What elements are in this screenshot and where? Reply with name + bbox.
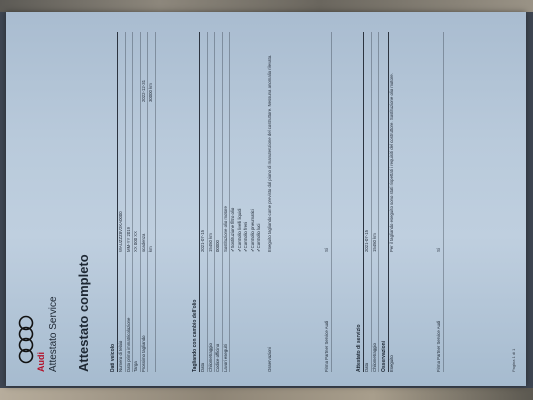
table-row — [372, 32, 380, 372]
row-label: Lavori eseguiti — [222, 344, 228, 372]
row-value: 15450 km — [371, 233, 377, 252]
check-item: ✓ Controllo livelli liquidi — [237, 32, 244, 252]
check-item: ✓ Controllo freni — [243, 32, 250, 252]
row-value: 2021-07-15 — [364, 230, 369, 252]
row-value: XX 000 XX — [133, 230, 138, 252]
row-label: Prossimo tagliando — [140, 335, 146, 372]
table-row — [133, 32, 141, 372]
row-value: 2021-07-15 — [200, 230, 205, 252]
table-row — [141, 32, 149, 372]
background-top — [0, 0, 533, 12]
table-row — [126, 32, 134, 372]
signature-row — [324, 32, 332, 372]
observation-note: Eseguito tagliando come previsto dal piano di manutenzione del costruttore. Nessuna anomalia rilevata. — [266, 54, 272, 252]
check-item: ✓ Controllo pneumatici — [250, 32, 257, 252]
row-label — [148, 252, 155, 372]
document-title: Attestato Service — [48, 296, 59, 372]
row-label: Targa — [133, 361, 138, 372]
row-value: MM-YY 2019 — [125, 227, 131, 252]
row-label: Data — [200, 362, 205, 372]
row-label: Chilometraggio — [207, 343, 213, 372]
table-row — [118, 32, 126, 372]
row-value-2: 2022-12-31 — [140, 80, 146, 102]
signature-row — [436, 32, 444, 372]
vehicle-header: Dati veicolo — [110, 32, 118, 372]
signature-section-1 — [324, 32, 332, 372]
background-bottom — [0, 388, 533, 400]
signature-value: Sì — [436, 247, 441, 252]
row-label: Data — [364, 362, 369, 372]
table-row — [208, 32, 216, 372]
document-sheet — [6, 12, 526, 386]
audi-rings-logo — [18, 314, 34, 364]
table-row — [223, 32, 231, 372]
row-value-2: 30000 km — [148, 83, 153, 102]
check-item: ✓ Controllo luci — [256, 32, 263, 252]
row-value: scadenza — [140, 233, 146, 252]
interval-section — [192, 32, 273, 372]
row-value: km — [148, 246, 153, 252]
check-item: ✓ Sostituzione filtro olio — [230, 32, 237, 252]
row-label: Osservazioni — [266, 347, 272, 372]
inspection-note: Per il tagliando eseguito sono stati rispettati i requisiti del costruttore. Sostituzione olio motore. — [389, 73, 394, 252]
main-title: Attestato completo — [76, 254, 91, 372]
inspection-sub-header: Osservazioni — [381, 32, 389, 372]
row-label: Data prima immatricolazione — [125, 317, 131, 372]
table-row — [267, 32, 274, 372]
row-value: 15450 km — [207, 233, 213, 252]
page-footer: Pagina 1 di 1 — [511, 348, 516, 372]
row-value: Sostituzione olio motore — [222, 206, 228, 252]
signature-value: Sì — [324, 247, 329, 252]
row-value: WAUZZZ8V2KA0000 — [118, 211, 123, 252]
signature-section-2 — [436, 32, 444, 372]
rotated-document — [6, 12, 526, 386]
row-value: 00000 — [215, 240, 220, 252]
row-label: Numero di telaio — [118, 340, 123, 372]
row-label: Eseguito — [389, 355, 394, 372]
interval-header: Tagliando con cambio dell'olio — [192, 32, 200, 372]
table-row — [148, 32, 156, 372]
signature-label: Firma Partner Service Audi — [436, 320, 441, 372]
table-row — [200, 32, 208, 372]
brand-name: Audi — [36, 352, 46, 372]
table-row — [364, 32, 372, 372]
inspection-header: Attestato di servizio — [356, 32, 364, 372]
table-row — [389, 32, 396, 372]
checklist — [230, 32, 263, 252]
inspection-section — [356, 32, 396, 372]
table-row — [215, 32, 223, 372]
row-label: Codice officina — [215, 343, 220, 372]
signature-label: Firma Partner Service Audi — [324, 320, 329, 372]
vehicle-section — [110, 32, 156, 372]
row-label: Chilometraggio — [371, 343, 377, 372]
